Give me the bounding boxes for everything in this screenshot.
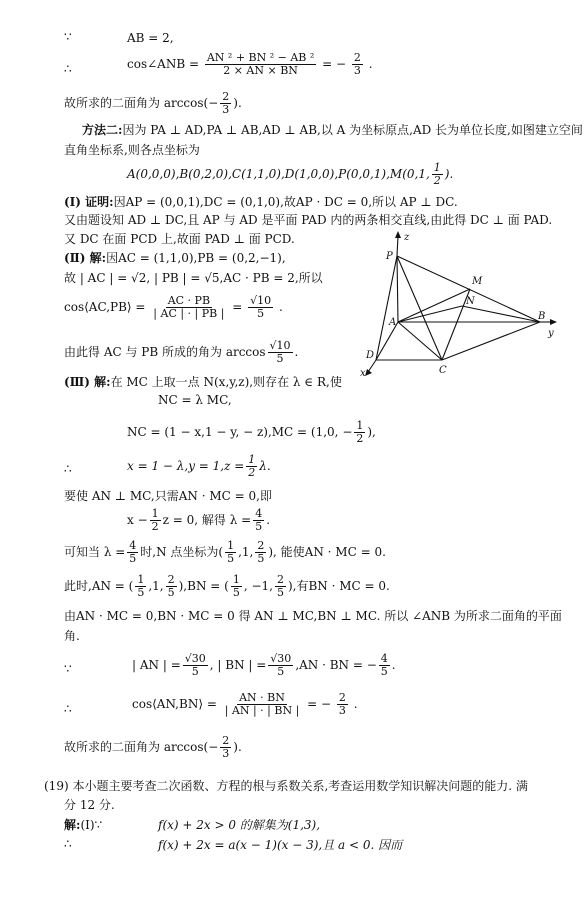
part-one-heading: (Ⅰ) 证明:	[64, 195, 114, 209]
period: .	[368, 57, 373, 71]
nc-mc-end: ),	[367, 425, 376, 439]
fraction-denominator: 5	[276, 352, 284, 365]
period: .	[279, 300, 283, 314]
fraction-numerator: 1	[151, 507, 159, 520]
label-a: A	[389, 317, 397, 328]
fraction-numerator: 4	[380, 652, 388, 665]
fraction-denominator: 5	[137, 586, 145, 599]
nc-lambda-line: NC = λ MC,	[158, 393, 232, 407]
part-one-text: 因AP = (0,0,1),DC = (0,1,0),故AP · DC = 0,所以 AP ⊥ DC.	[113, 195, 458, 209]
fraction-denominator: 5	[277, 665, 285, 678]
cos-anb-denominator: 2 × AN × BN	[223, 64, 298, 77]
fraction-denominator: | AC | · | PB |	[153, 307, 225, 320]
solve-lambda-line	[127, 506, 270, 534]
n-coord-text-c: ,1,	[238, 545, 254, 559]
part-two-line-2: 故 | AC | = √2, | PB | = √5,AC · PB = 2,所以	[64, 271, 323, 285]
edge-pa	[397, 256, 398, 322]
z-arrow	[395, 231, 401, 238]
label-d: D	[366, 350, 375, 361]
fraction-denominator: 2	[248, 466, 256, 479]
fraction-numerator: √30	[270, 652, 292, 665]
fraction-numerator: 2	[257, 539, 265, 552]
answer-text: 故所求的二面角为 arccos(−	[64, 96, 219, 110]
fraction-denominator: 3	[222, 103, 230, 116]
mag-text-a: | AN | =	[132, 658, 181, 672]
method-two-text: 因为 PA ⊥ AD,PA ⊥ AB,AD ⊥ AB,以 A 为坐标原点,AD 长为单位长度,如图建立空间	[122, 123, 583, 137]
part-three-line	[64, 374, 342, 390]
x-arrow	[365, 369, 372, 376]
period: .	[294, 345, 299, 359]
fraction-denominator: 5	[255, 520, 263, 533]
label-y: y	[548, 328, 554, 339]
lambda-relation-text: x = 1 − λ,y = 1,z =	[127, 459, 245, 473]
fraction-denominator: | AN | · | BN |	[224, 704, 300, 717]
label-x: x	[360, 368, 366, 379]
part-three-text: 在 MC 上取一点 N(x,y,z),则存在 λ ∈ R,使	[110, 375, 342, 389]
axis-arrows	[365, 231, 557, 376]
label-b: B	[538, 311, 546, 322]
fraction-numerator: 1	[356, 419, 364, 432]
method-two-cont: 直角坐标系,则各点坐标为	[64, 143, 200, 157]
fraction-numerator: 4	[255, 507, 263, 520]
fraction-denominator: 5	[380, 665, 388, 678]
cos-ac-pb-line	[64, 292, 283, 322]
an-bn-vectors-line	[64, 572, 390, 600]
fraction-denominator: 5	[257, 307, 265, 320]
factored-form-line: f(x) + 2x = a(x − 1)(x − 3),且 a < 0. 因而	[158, 838, 403, 852]
solution-part-one: (Ⅰ)∵	[80, 818, 103, 832]
lambda-relation-end: λ.	[259, 459, 271, 473]
coordinates-line	[127, 160, 453, 188]
fraction-denominator: 5	[227, 552, 235, 565]
problem-19-score: 分 12 分.	[64, 798, 115, 812]
cos-ac-pb-left: cos⟨AC,PB⟩ =	[64, 300, 146, 314]
fraction-numerator: 1	[227, 539, 235, 552]
line-cos-anb	[127, 50, 373, 78]
fraction-numerator: 1	[248, 453, 256, 466]
fraction-numerator: √10	[250, 294, 272, 307]
lambda-relation-line	[127, 452, 271, 480]
final-answer-end: ).	[233, 740, 242, 754]
label-c: C	[439, 365, 447, 376]
fraction-denominator: 3	[222, 747, 230, 760]
coordinates-text: A(0,0,0),B(0,2,0),C(1,1,0),D(1,0,0),P(0,0,1),M(0,1,	[127, 167, 430, 181]
part-one-line-3: 又 DC 在面 PCD 上,故面 PAD ⊥ 面 PCD.	[64, 232, 295, 246]
edge-pc	[397, 256, 442, 360]
an-perp-mc-line: 要使 AN ⊥ MC,只需AN · MC = 0,即	[64, 489, 272, 503]
fraction-numerator: 2	[222, 90, 230, 103]
n-coord-text-a: 可知当 λ =	[64, 545, 126, 559]
cos-an-bn-left: cos⟨AN,BN⟩ =	[132, 697, 217, 711]
period: .	[391, 658, 396, 672]
therefore-symbol: ∴	[64, 837, 72, 851]
fraction-numerator: 2	[167, 573, 175, 586]
x-axis	[368, 360, 376, 372]
angle-ac-pb-line	[64, 338, 298, 366]
label-m: M	[472, 276, 483, 287]
fraction-denominator: 5	[232, 586, 240, 599]
therefore-symbol: ∴	[64, 462, 72, 476]
part-three-heading: (Ⅲ) 解:	[64, 375, 111, 389]
cos-anb-eq: = −	[322, 57, 347, 71]
part-one-line	[64, 194, 458, 210]
mag-text-b: , | BN | =	[209, 658, 267, 672]
nc-mc-line	[127, 418, 376, 446]
edge-cb	[442, 322, 540, 360]
nc-mc-text: NC = (1 − x,1 − y, − z),MC = (1,0, −	[127, 425, 353, 439]
coordinates-end: ).	[444, 167, 454, 181]
vec-text-c: ),BN = (	[178, 579, 229, 593]
period: .	[353, 697, 358, 711]
problem-19-intro: (19) 本小题主要考查二次函数、方程的根与系数关系,考查运用数学知识解决问题的能力. 满	[44, 779, 528, 793]
fraction-denominator: 5	[276, 586, 284, 599]
because-symbol: ∵	[64, 662, 72, 676]
fraction-numerator: AN · BN	[239, 691, 285, 704]
fraction-denominator: 2	[151, 520, 159, 533]
z-axis	[397, 236, 398, 256]
mag-text-c: ,AN · BN = −	[295, 658, 377, 672]
angle-text: 由此得 AC 与 PB 所成的角为 arccos	[64, 345, 266, 359]
fraction-numerator: 1	[433, 161, 441, 174]
cos-anb-left: cos∠ANB =	[127, 57, 200, 71]
n-coord-text-b: 时,N 点坐标为(	[140, 545, 224, 559]
edge-ac	[398, 322, 442, 360]
part-two-heading: (Ⅱ) 解:	[64, 251, 107, 265]
vec-text-b: ,1,	[148, 579, 164, 593]
fraction-denominator: 3	[353, 64, 361, 77]
fraction-numerator: 4	[129, 539, 137, 552]
label-z: z	[404, 232, 410, 243]
line-ab: AB = 2,	[127, 31, 174, 45]
fraction-numerator: 1	[232, 573, 240, 586]
solve-text-a: x −	[127, 513, 148, 527]
fraction-denominator: 2	[433, 174, 441, 187]
fraction-numerator: 2	[338, 691, 346, 704]
equals: =	[232, 300, 243, 314]
method-two-line	[82, 122, 583, 138]
fraction-numerator: AC · PB	[167, 294, 211, 307]
vec-text-e: ),有BN · MC = 0.	[287, 579, 390, 593]
edge-an	[398, 306, 462, 322]
cos-an-bn-line	[132, 688, 358, 720]
fraction-numerator: √30	[184, 652, 206, 665]
label-n: N	[466, 296, 475, 307]
edge-pd	[376, 256, 397, 360]
final-answer-text: 故所求的二面角为 arccos(−	[64, 740, 219, 754]
y-arrow	[550, 319, 557, 325]
part-two-text: 因AC = (1,1,0),PB = (0,2,−1),	[106, 251, 286, 265]
vec-text-a: 此时,AN = (	[64, 579, 134, 593]
method-two-heading: 方法二:	[82, 123, 123, 137]
part-two-line	[64, 250, 286, 266]
fraction-numerator: √10	[269, 339, 291, 352]
solution-heading: 解:	[64, 818, 81, 832]
cos-anb-numerator: AN ² + BN ² − AB ²	[206, 51, 315, 64]
equals: = −	[307, 697, 332, 711]
label-p: P	[386, 251, 393, 262]
fraction-numerator: 2	[276, 573, 284, 586]
problem-19-solution-head	[64, 817, 102, 833]
answer-end: ).	[233, 96, 242, 110]
solution-set-line: f(x) + 2x > 0 的解集为(1,3),	[158, 818, 321, 832]
solve-text-b: z = 0, 解得 λ =	[162, 513, 252, 527]
line-answer-1	[64, 90, 242, 116]
n-coordinate-line	[64, 538, 386, 566]
fraction-numerator: 1	[137, 573, 145, 586]
magnitudes-line	[132, 650, 396, 680]
fraction-numerator: 2	[222, 734, 230, 747]
vec-text-d: , −1,	[243, 579, 273, 593]
fraction-numerator: 2	[353, 51, 361, 64]
pyramid-figure	[352, 226, 567, 386]
fraction-denominator: 5	[167, 586, 175, 599]
fraction-denominator: 3	[338, 704, 346, 717]
part-one-line-2: 又由题设知 AD ⊥ DC,且 AP 与 AD 是平面 PAD 内的两条相交直线,由此得 DC ⊥ 面 PAD.	[64, 213, 553, 227]
fraction-denominator: 2	[356, 432, 364, 445]
perpendicular-conclusion-cont: 角.	[64, 629, 80, 643]
perpendicular-conclusion-line: 由AN · MC = 0,BN · MC = 0 得 AN ⊥ MC,BN ⊥ MC. 所以 ∠ANB 为所求二面角的平面	[64, 609, 562, 623]
because-symbol: ∵	[64, 30, 72, 44]
fraction-denominator: 5	[191, 665, 199, 678]
edge-nb	[462, 306, 540, 322]
therefore-symbol: ∴	[64, 62, 72, 76]
final-answer-line	[64, 734, 242, 760]
therefore-symbol: ∴	[64, 702, 72, 716]
fraction-denominator: 5	[129, 552, 137, 565]
period: .	[266, 513, 271, 527]
fraction-denominator: 5	[257, 552, 265, 565]
n-coord-text-d: ), 能使AN · MC = 0.	[268, 545, 386, 559]
